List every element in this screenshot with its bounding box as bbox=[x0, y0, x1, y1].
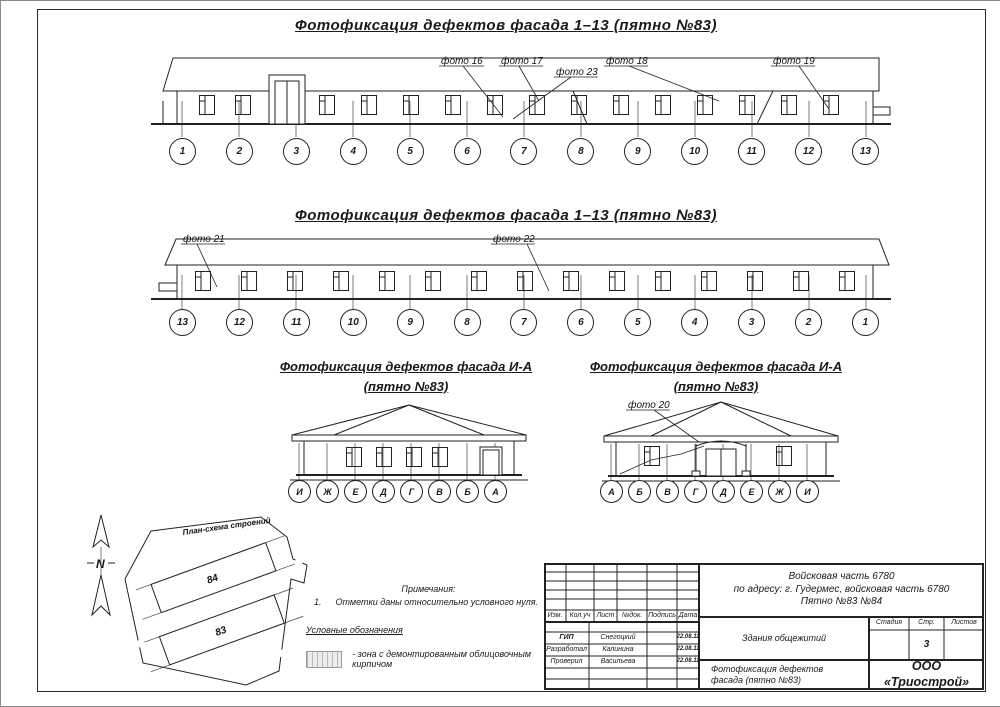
axis-bubble: 6 bbox=[567, 309, 594, 336]
stage-label: Стадия bbox=[875, 619, 903, 627]
axis-bubble: 13 bbox=[169, 309, 196, 336]
notes-block bbox=[306, 584, 551, 669]
gable-left-title-line2: (пятно №83) bbox=[363, 378, 449, 394]
site-plan-label: План-схема строений bbox=[182, 515, 272, 537]
facade1-entrance-door bbox=[269, 75, 305, 124]
date-razrabotal: 22.08.11 bbox=[676, 646, 700, 653]
north-label: N bbox=[96, 557, 105, 571]
axis-bubble: 10 bbox=[681, 138, 708, 165]
gable-right-openings bbox=[645, 441, 792, 476]
note-text: Отметки даны относительно условного нуля. bbox=[335, 597, 539, 607]
axis-bubble: 7 bbox=[510, 309, 537, 336]
gable-elevation-a-i-right bbox=[596, 394, 846, 484]
project-cell bbox=[699, 565, 984, 615]
page-label: Стр. bbox=[918, 619, 935, 627]
legend-text: - зона с демонтированным облицовочным кирпичом bbox=[352, 649, 531, 669]
photo-label: фото 21 bbox=[183, 234, 225, 245]
building-84-label: 84 bbox=[205, 572, 220, 587]
photo-label: фото 18 bbox=[606, 56, 648, 67]
facade1-title: Фотофиксация дефектов фасада 1–13 (пятно №83) bbox=[295, 17, 717, 34]
axis-bubble: 8 bbox=[567, 138, 594, 165]
axis-bubble: 10 bbox=[340, 309, 367, 336]
axis-bubble: И bbox=[796, 480, 819, 503]
photo-label: фото 20 bbox=[628, 400, 670, 411]
title-block bbox=[544, 563, 984, 690]
facade-13-1-elevation-b bbox=[151, 229, 891, 317]
name-gip: Снегоцкий bbox=[600, 633, 636, 641]
date-gip: 22.08.11 bbox=[676, 634, 700, 641]
axis-bubble: 4 bbox=[681, 309, 708, 336]
col-list: Лист bbox=[596, 611, 615, 619]
axis-bubble: 4 bbox=[340, 138, 367, 165]
axis-bubble: 13 bbox=[852, 138, 879, 165]
site-plan bbox=[111, 513, 316, 688]
axis-bubble: 5 bbox=[397, 138, 424, 165]
axis-bubble: 6 bbox=[454, 138, 481, 165]
axis-bubble: 7 bbox=[510, 138, 537, 165]
axis-bubble: Г bbox=[400, 480, 423, 503]
photo-label: фото 22 bbox=[493, 234, 535, 245]
axis-bubble: 9 bbox=[624, 138, 651, 165]
date-proveril: 22.08.11 bbox=[676, 658, 700, 665]
gable-right-axis-row bbox=[600, 480, 819, 503]
col-data: Дата bbox=[678, 611, 698, 619]
axis-bubble: И bbox=[288, 480, 311, 503]
axis-bubble: В bbox=[656, 480, 679, 503]
facade1-body bbox=[151, 58, 891, 124]
notes-heading: Примечания: bbox=[401, 584, 456, 594]
photo-label: фото 23 bbox=[556, 67, 598, 78]
col-podpis: Подпись bbox=[648, 611, 676, 619]
crack-line bbox=[620, 446, 704, 474]
axis-bubble: Д bbox=[712, 480, 735, 503]
legend-row bbox=[306, 649, 551, 669]
gable-right-title-line1: Фотофиксация дефектов фасада И-А bbox=[589, 359, 843, 374]
axis-bubble: 1 bbox=[852, 309, 879, 336]
company-name: ООО «Триострой» bbox=[883, 659, 970, 689]
facade2-title: Фотофиксация дефектов фасада 1–13 (пятно №83) bbox=[295, 207, 717, 224]
axis-bubble: 11 bbox=[738, 138, 765, 165]
sheet-title-cell bbox=[699, 660, 869, 690]
role-razrabotal: Разработал bbox=[546, 645, 587, 653]
gable-left-title-line1: Фотофиксация дефектов фасада И-А bbox=[279, 359, 533, 374]
axis-bubble: 11 bbox=[283, 309, 310, 336]
demolished-brick-hatch-swatch bbox=[306, 651, 342, 668]
axis-bubble: 2 bbox=[226, 138, 253, 165]
site-boundary bbox=[125, 517, 307, 685]
col-ndok: №док. bbox=[621, 611, 643, 619]
sheet-title-line2: фасада (пятно №83) bbox=[711, 675, 801, 685]
facade2-axis-row bbox=[169, 309, 879, 336]
axis-bubble: В bbox=[428, 480, 451, 503]
sheets-label: Листов bbox=[951, 619, 977, 627]
axis-bubble: Б bbox=[628, 480, 651, 503]
project-line2: по адресу: г. Гудермес, войсковая часть 6780 bbox=[733, 583, 950, 595]
axis-bubble: Е bbox=[344, 480, 367, 503]
axis-bubble: Б bbox=[456, 480, 479, 503]
object-cell: Здания общежитий bbox=[741, 632, 827, 643]
axis-bubble: 1 bbox=[169, 138, 196, 165]
page-number: 3 bbox=[923, 638, 930, 650]
photo-label: фото 16 bbox=[441, 56, 483, 67]
legend-heading: Условные обозначения bbox=[306, 625, 403, 635]
axis-bubble: 9 bbox=[397, 309, 424, 336]
axis-bubble: Ж bbox=[316, 480, 339, 503]
axis-bubble: 12 bbox=[795, 138, 822, 165]
site-buildings bbox=[114, 529, 316, 688]
axis-bubble: Е bbox=[740, 480, 763, 503]
axis-bubble: 3 bbox=[738, 309, 765, 336]
axis-bubble: А bbox=[600, 480, 623, 503]
axis-bubble: Г bbox=[684, 480, 707, 503]
axis-bubble: 8 bbox=[454, 309, 481, 336]
project-line3: Пятно №83 №84 bbox=[800, 596, 883, 608]
facade2-axis-lines bbox=[182, 275, 866, 311]
axis-bubble: 2 bbox=[795, 309, 822, 336]
axis-bubble: А bbox=[484, 480, 507, 503]
gable-left-axis-row bbox=[288, 480, 507, 503]
photo-label: фото 19 bbox=[773, 56, 815, 67]
gable-right-title bbox=[581, 357, 851, 396]
axis-bubble: Д bbox=[372, 480, 395, 503]
axis-bubble: Ж bbox=[768, 480, 791, 503]
building-83-label: 83 bbox=[213, 624, 229, 639]
sheet-title-line1: Фотофиксация дефектов bbox=[711, 663, 824, 674]
facade2-windows bbox=[196, 272, 855, 291]
gable-left-windows bbox=[347, 447, 503, 475]
project-line1: Войсковая часть 6780 bbox=[788, 571, 895, 583]
photo-label: фото 17 bbox=[501, 56, 543, 67]
role-gip: ГИП bbox=[559, 633, 574, 641]
facade1-axis-row bbox=[169, 138, 879, 165]
gable-right-title-line2: (пятно №83) bbox=[673, 378, 759, 394]
role-proveril: Проверил bbox=[550, 657, 583, 665]
name-proveril: Васильева bbox=[600, 657, 636, 665]
facade-1-13-elevation-a bbox=[151, 49, 891, 144]
axis-bubble: 5 bbox=[624, 309, 651, 336]
gable-left-title bbox=[271, 357, 541, 396]
col-koluch: Кол.уч bbox=[569, 611, 591, 619]
col-izm: Изм. bbox=[547, 611, 563, 619]
gable-elevation-i-a-left bbox=[284, 399, 534, 484]
axis-bubble: 3 bbox=[283, 138, 310, 165]
axis-bubble: 12 bbox=[226, 309, 253, 336]
note-number: 1. bbox=[314, 597, 322, 607]
name-razrabotal: Калинина bbox=[602, 645, 634, 653]
